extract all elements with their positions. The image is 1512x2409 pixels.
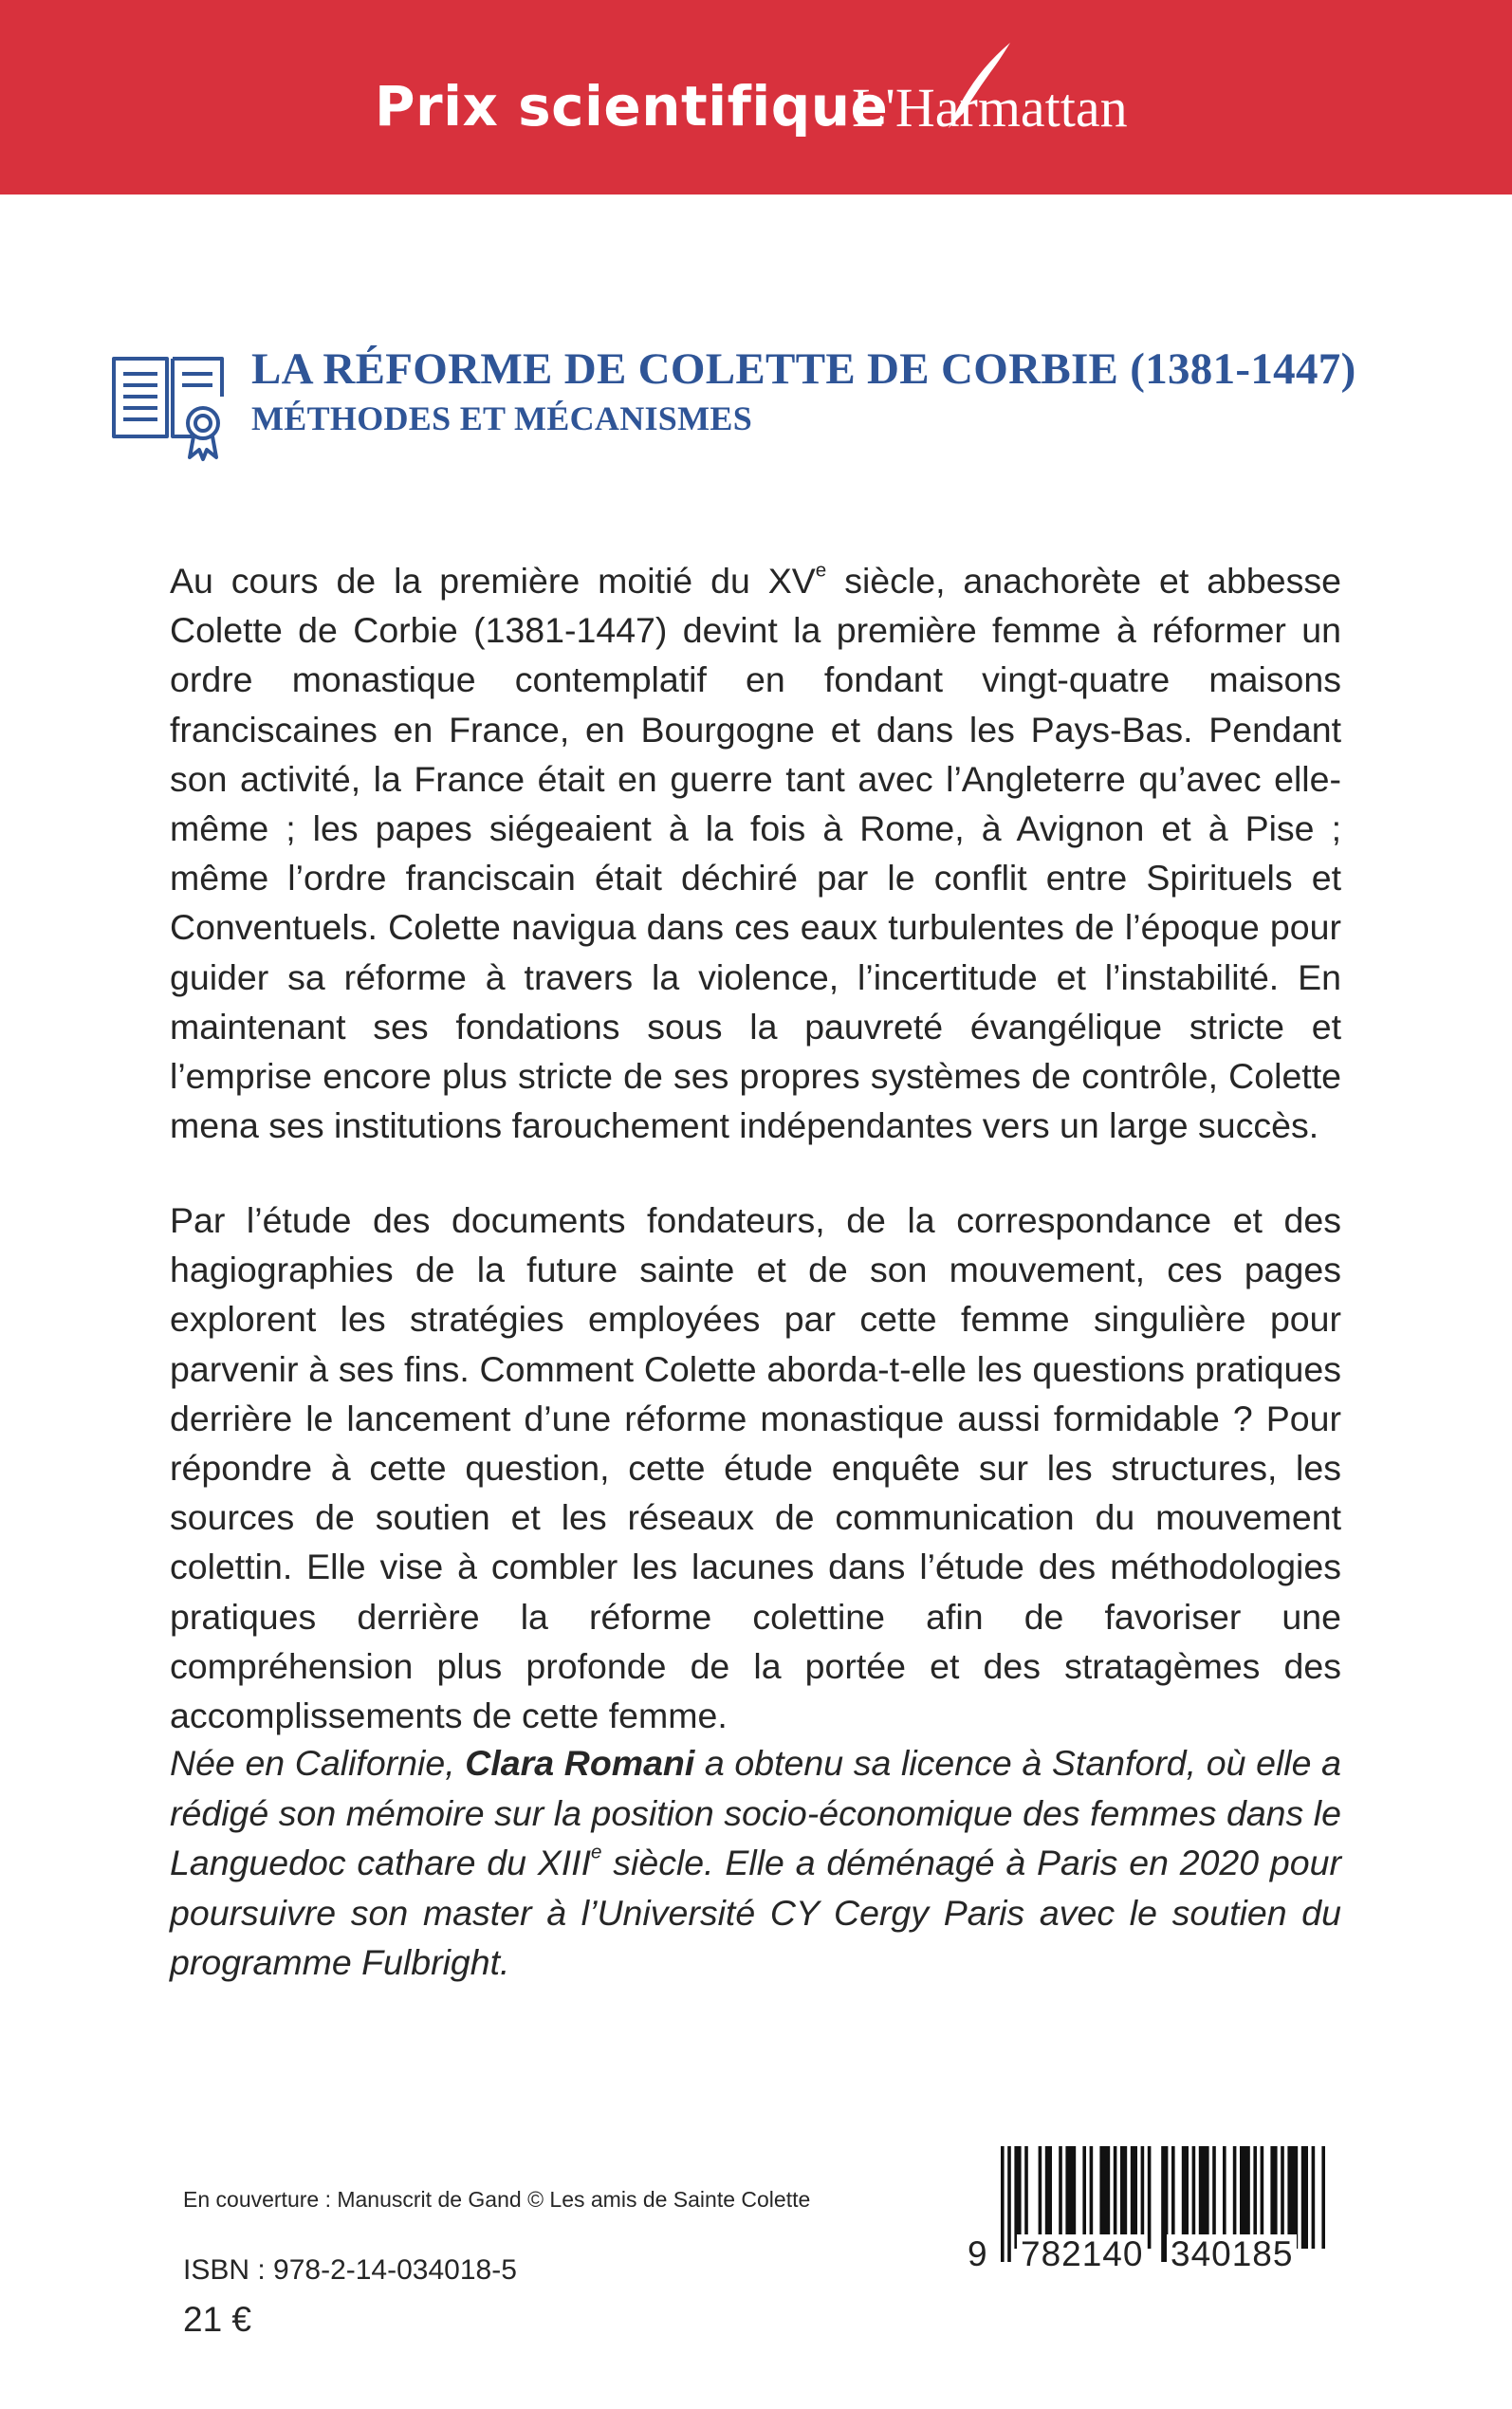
book-title: LA RÉFORME DE COLETTE DE CORBIE (1381-1447) (251, 344, 1356, 394)
barcode-bar (1131, 2146, 1137, 2249)
barcode-bar (1059, 2146, 1062, 2249)
barcode-bar (1281, 2146, 1284, 2249)
barcode-bar (1301, 2146, 1308, 2249)
barcode-bar (1120, 2146, 1127, 2249)
barcode-bar (1014, 2146, 1021, 2249)
barcode-bar (1045, 2146, 1052, 2249)
barcode-bar (1212, 2146, 1216, 2249)
summary-paragraph-1: Au cours de la première moitié du XVe siècle, anachorète et abbesse Colette de Corbie (1381-1447) devint la première femme à réformer un ordre monastique contemplatif en fondant vingt-quatre maisons franciscaines en France, en Bourgogne et dans les Pays-Bas. Pendant son activité, la France était en guerre tant avec l’Angleterre qu’avec elle-même ; les papes siégeaient à la fois à Rome, à Avignon et à Pise ; même l’ordre franciscain était déchiré par le conflit entre Spirituels et Conventuels. Colette navigua dans ces eaux turbulentes de l’époque pour guider sa réforme à travers la violence, l’incertitude et l’instabilité. En maintenant ses fondations sous la pauvreté évangélique stricte et l’emprise encore plus stricte de ses propres systèmes de contrôle, Colette mena ses institutions farouchement indépendantes vers un large succès. (170, 559, 1341, 1146)
barcode-bar (1199, 2146, 1209, 2249)
barcode-bar (1233, 2146, 1237, 2249)
barcode-bar (1192, 2146, 1196, 2249)
barcode-bar (1039, 2146, 1042, 2249)
barcode-bar (1007, 2146, 1011, 2262)
barcode-bar (1148, 2146, 1152, 2249)
cover-credit: En couverture : Manuscrit de Gand © Les amis de Sainte Colette (183, 2187, 811, 2212)
barcode-bar (1082, 2146, 1086, 2249)
barcode-bar (1261, 2146, 1264, 2249)
barcode-bar (1182, 2146, 1189, 2249)
price: 21 € (183, 2300, 252, 2339)
author-bio: Née en Californie, Clara Romani a obtenu sa licence à Stanford, où elle a rédigé son mémoire sur la position socio-économique des femmes dans le Languedoc cathare du XIIIe siècle. Elle a déménagé à Paris en 2020 pour poursuivre son master à l’Université CY Cergy Paris avec le soutien du programme Fulbright. (170, 1743, 1341, 1982)
book-certificate-icon (108, 349, 231, 463)
publisher-logo: L'Harmattan (852, 77, 1128, 139)
barcode-bar (1253, 2146, 1257, 2249)
barcode-bar (1024, 2146, 1028, 2249)
author-name: Clara Romani (465, 1743, 695, 1783)
barcode-bar (1321, 2146, 1325, 2249)
barcode-bar (1312, 2146, 1316, 2249)
collection-title: Prix scientifique (375, 74, 889, 139)
summary-paragraph-2: Par l’étude des documents fondateurs, de la correspondance et des hagiographies de la future sainte et de son mouvement, ces pages explorent les stratégies employées par cette femme singulière pour parvenir à ses fins. Comment Colette aborda-t-elle les questions pratiques derrière le lancement d’une réforme monastique aussi formidable ? Pour répondre à cette question, cette étude enquête sur les structures, les sources de soutien et les réseaux de communication du mouvement colettin. Elle vise à combler les lacunes dans l’étude des méthodologies pratiques derrière la réforme colettine afin de favoriser une compréhension plus profonde de la portée et des stratagèmes des accomplissements de cette femme. (170, 1200, 1341, 1736)
barcode-bar (1114, 2146, 1117, 2249)
barcode-bar (1270, 2146, 1277, 2249)
barcode-bar (1065, 2146, 1076, 2249)
barcode-bar (1001, 2146, 1005, 2262)
barcode-bar (1287, 2146, 1298, 2249)
barcode-bar (1090, 2146, 1094, 2249)
book-subtitle: MÉTHODES ET MÉCANISMES (251, 399, 753, 437)
barcode-bar (1141, 2146, 1145, 2249)
isbn: ISBN : 978-2-14-034018-5 (183, 2254, 517, 2286)
barcode-bar (1099, 2146, 1110, 2249)
barcode-bar (1223, 2146, 1226, 2249)
header-banner (0, 0, 1512, 195)
barcode-bar (1240, 2146, 1250, 2249)
